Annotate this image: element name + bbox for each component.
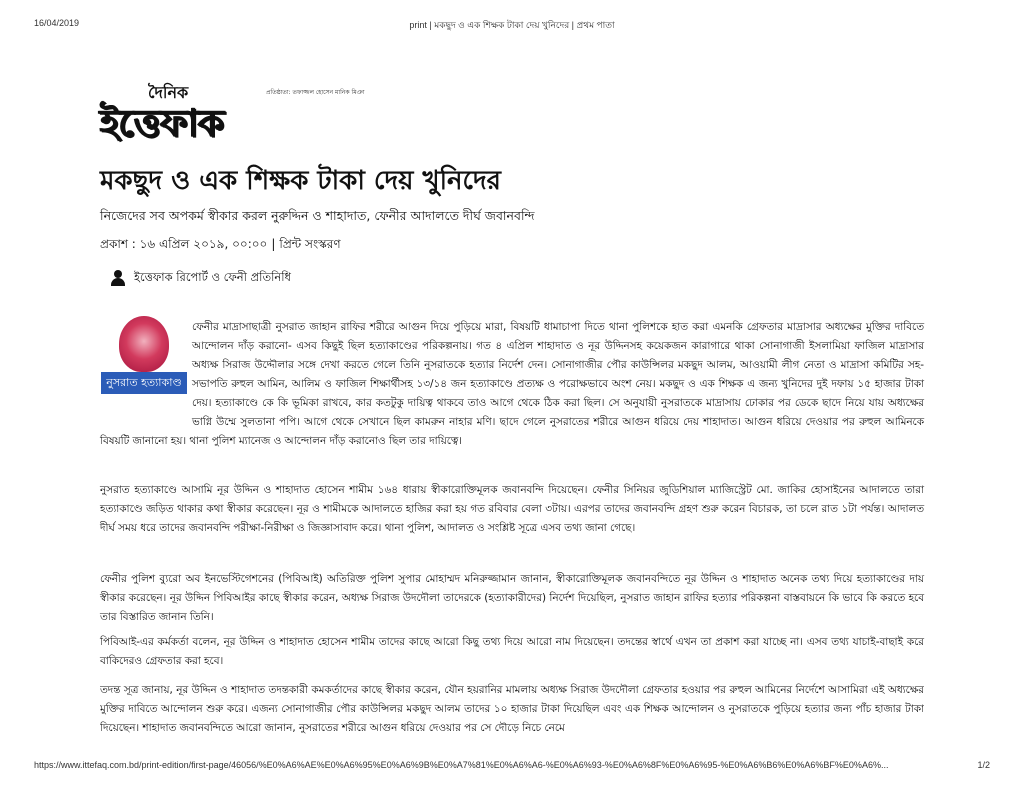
paragraph-text: পিবিআই-এর কর্মকর্তা বলেন, নূর উদ্দিন ও শাহাদাত হোসেন শামীম তাদের কাছে আরো কিছু তথ্য দিয়ে আরো নাম দিয়েছেন। তদন্তের স্বার্থে এখন তা প্রকাশ করা যাচ্ছে না। এসব তথ্য যাচাই-বাছাই করে বাকিদেরও গ্রেফতার করা হবে। bbox=[100, 636, 924, 667]
article-paragraph bbox=[100, 481, 924, 538]
person-icon bbox=[110, 270, 126, 286]
separator: | bbox=[271, 237, 276, 251]
article-paragraph bbox=[100, 633, 924, 671]
paragraph-text: ফেনীর পুলিশ ব্যুরো অব ইনভেস্টিগেশনের (পিবিআই) অতিরিক্ত পুলিশ সুপার মোহাম্মদ মনিরুজ্জামান জানান, স্বীকারোক্তিমূলক জবানবন্দিতে নূর উদ্দিন ও শাহাদাত অনেক তথ্য দিয়ে হত্যাকাণ্ডের দায় স্বীকার করেছেন। নূর উদ্দিন পিবিআইর কাছে স্বীকার করেন, অধ্যক্ষ সিরাজ উদদৌলা তাদেরকে (হত্যাকারীদের) নির্দেশ দিয়েছিল, নুসরাত জাহান রাফির হত্যার পরিকল্পনা বাস্তবায়নে কি ভাবে কি করতে হবে তার বিস্তারিত জানান তিনি। bbox=[100, 573, 924, 623]
paragraph-text: তদন্ত সূত্র জানায়, নূর উদ্দিন ও শাহাদাত তদন্তকারী কমকর্তাদের কাছে স্বীকার করেন, যৌন হয়রানির মামলায় অধ্যক্ষ সিরাজ উদদৌলা গ্রেফতার হওয়ার পর রুহুল আমিনের নির্দেশে আসামিরা এই অধ্যক্ষের মুক্তির দাবিতে আন্দোলন শুরু করে। এজন্য সোনাগাজীর পৌর কাউন্সিলর মকছুদ আলম তাদের ১০ হাজার টাকা দিয়েছিল এবং এক শিক্ষক আন্দোলন ও নুসরাতকে পুড়িয়ে হত্যার জন্য পাঁচ হাজার টাকা দিয়েছেন। শাহাদাত জবানবন্দিতে আরো জানান, নুসরাতের শরীরে আগুন ধরিয়ে দেওয়ার পর সে দৌড়ে নিচে নেমে bbox=[100, 684, 924, 734]
publish-info bbox=[100, 236, 341, 256]
logo-tagline: প্রতিষ্ঠাতা: তফাজ্জল হোসেন মানিক মিঞা bbox=[266, 89, 365, 96]
photo-caption: নুসরাত হত্যাকাণ্ড bbox=[101, 372, 187, 394]
article-headline: মকছুদ ও এক শিক্ষক টাকা দেয় খুনিদের bbox=[100, 166, 501, 196]
article-paragraph bbox=[100, 681, 924, 741]
print-header bbox=[0, 18, 1024, 32]
author-name: ইত্তেফাক রিপোর্ট ও ফেনী প্রতিনিধি bbox=[134, 269, 291, 284]
author-byline bbox=[110, 268, 291, 288]
print-footer bbox=[0, 760, 1024, 774]
logo-small-text: দৈনিক bbox=[148, 83, 189, 102]
article-paragraph bbox=[100, 318, 924, 451]
article-paragraph bbox=[100, 570, 924, 627]
paragraph-text: নুসরাত হত্যাকাণ্ডে আসামি নূর উদ্দিন ও শাহাদাত হোসেন শামীম ১৬৪ ধারায় স্বীকারোক্তিমূলক জবানবন্দি দিয়েছেন। ফেনীর সিনিয়র জুডিশিয়াল ম্যাজিস্ট্রেট মো. জাকির হোসাইনের আদালতে তারা হত্যাকাণ্ডে জড়িত থাকার কথা স্বীকার করেছেন। নূর ও শামীমকে আদালতে হাজির করা হয় গত রবিবার বেলা ৩টায়। এরপর তাদের জবানবন্দি গ্রহণ শুরু করেন বিচারক, তা চলে রাত ১টা পর্যন্ত। আদালত দীর্ঘ সময় ধরে তাদের জবানবন্দি পরীক্ষা-নিরীক্ষা ও জিজ্ঞাসাবাদ করে। থানা পুলিশ, আদালত ও সংশ্লিষ্ট সূত্রে এসব তথ্য জানা গেছে। bbox=[100, 484, 924, 534]
print-date: 16/04/2019 bbox=[34, 18, 80, 28]
page-number: 1/2 bbox=[977, 760, 990, 770]
newspaper-logo[interactable] bbox=[100, 80, 365, 145]
publish-date: প্রকাশ : ১৬ এপ্রিল ২০১৯, ০০:০০ bbox=[100, 237, 268, 251]
logo-big-text: ইত্তেফাক bbox=[100, 100, 224, 145]
print-title: print | মকছুদ ও এক শিক্ষক টাকা দেয় খুনিদের | প্রথম পাতা bbox=[409, 20, 615, 30]
print-edition-link[interactable]: প্রিন্ট সংস্করণ bbox=[279, 237, 341, 251]
print-url: https://www.ittefaq.com.bd/print-edition/first-page/46056/%E0%A6%AE%E0%A6%95%E0%A6%9B%E0%A7%81%E0%A6%A6-%E0%A6%93-%E0%A6%8F%E0%A6%95-%E0%A6%B6%E0%A6%BF%E0%A6%... bbox=[34, 760, 889, 770]
paragraph-text: ফেনীর মাদ্রাসাছাত্রী নুসরাত জাহান রাফির শরীরে আগুন দিয়ে পুড়িয়ে মারা, বিষয়টি ধামাচাপা দিতে থানা পুলিশকে হাত করা এমনকি গ্রেফতার মাদ্রাসার অধ্যক্ষের মুক্তির দাবিতে আন্দোলন দাঁড় করানো- এসব কিছুই ছিল হত্যাকাণ্ডের পরিকল্পনায়। গত ৪ এপ্রিল শাহাদাত ও নূর উদ্দিনসহ কয়েকজন কারাগারে থাকা সোনাগাজী ইসলামিয়া ফাজিল মাদ্রাসার অধ্যক্ষ সিরাজ উদ্দৌলার সঙ্গে দেখা করতে গেলে তিনি নুসরাতকে হত্যার নির্দেশ দেন। সোনাগাজীর পৌর কাউন্সিলর মকছুদ আলম, আওয়ামী লীগ নেতা ও মাদ্রাসা কমিটির সহ-সভাপতি রুহুল আমিন, আলিম ও ফাজিল শিক্ষার্থীসহ ১৩/১৪ জন হত্যাকাণ্ডে প্রত্যক্ষ ও পরোক্ষভাবে অংশ নেয়। মকছুদ ও এক শিক্ষক এ জন্য খুনিদের দুই দফায় ১৫ হাজার টাকা দেয়। হত্যাকাণ্ডে কে কি ভূমিকা রাখবে, কার কতটুকু দায়িত্ব থাকবে তাও আগে থেকে ঠিক করা ছিল। সে অনুযায়ী নুসরাতকে মাদ্রাসায় ঢোকার পর ডেকে ছাদে নিয়ে যায় অধ্যক্ষের ভাগ্নি উম্মে সুলতানা পপি। আগে থেকে সেখানে ছিল কামরুন নাহার মণি। ছাদে গেলে নুসরাতের শরীরে আগুন ধরিয়ে দেয় শাহাদাত। আগুন ধরিয়ে দেওয়ার পর রুহুল আমিনকে বিষয়টি জানানো হয়। থানা পুলিশ ম্যানেজ ও আন্দোলন দাঁড় করানোও ছিল তার দায়িত্বে। bbox=[100, 321, 924, 447]
article-subheadline: নিজেদের সব অপকর্ম স্বীকার করল নুরুদ্দিন ও শাহাদাত, ফেনীর আদালতে দীর্ঘ জবানবন্দি bbox=[100, 208, 535, 223]
